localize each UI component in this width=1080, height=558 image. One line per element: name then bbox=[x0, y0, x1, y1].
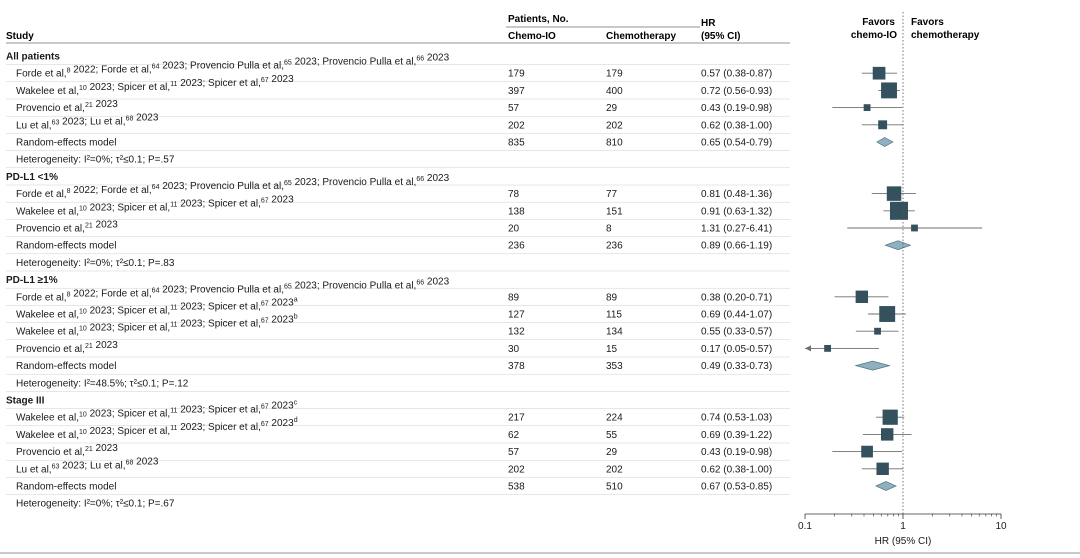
summary-label: Random-effects model bbox=[16, 481, 117, 493]
study-label: Provencio et al,$^{21}$ 2023 bbox=[16, 99, 118, 115]
summary-label: Random-effects model bbox=[16, 137, 117, 149]
summary-diamond bbox=[877, 138, 893, 147]
summary-diamond bbox=[885, 241, 910, 250]
point-estimate bbox=[881, 428, 893, 440]
chemo-io-count: 89 bbox=[508, 292, 520, 304]
hr-ci-value: 0.72 (0.56-0.93) bbox=[701, 85, 773, 97]
hr-header-line1: HR bbox=[701, 18, 716, 29]
favors-chemotherapy-line2: chemotherapy bbox=[911, 30, 980, 41]
study-label: Lu et al,$^{63}$ 2023; Lu et al,$^{68}$ 2023 bbox=[16, 112, 159, 132]
hr-ci-value: 0.74 (0.53-1.03) bbox=[701, 412, 773, 424]
hr-ci-value: 0.67 (0.53-0.85) bbox=[701, 481, 773, 493]
chemo-io-count: 20 bbox=[508, 223, 520, 235]
chemotherapy-count: 115 bbox=[606, 309, 622, 321]
chemo-io-count: 57 bbox=[508, 447, 520, 459]
hr-ci-value: 0.69 (0.44-1.07) bbox=[701, 309, 773, 321]
x-tick-label: 0.1 bbox=[798, 521, 812, 532]
summary-label: Random-effects model bbox=[16, 240, 117, 252]
chemo-io-count: 57 bbox=[508, 103, 520, 115]
chemotherapy-count: 179 bbox=[606, 68, 623, 80]
ci-arrow bbox=[805, 345, 811, 351]
section-label: PD-L1 <1% bbox=[6, 171, 58, 183]
chemo-io-count: 179 bbox=[508, 68, 525, 80]
heterogeneity-text: Heterogeneity: I²=0%; τ²≤0.1; P=.57 bbox=[16, 154, 175, 166]
chemotherapy-count: 29 bbox=[606, 447, 618, 459]
hr-ci-value: 0.17 (0.05-0.57) bbox=[701, 343, 773, 355]
chemotherapy-count: 353 bbox=[606, 361, 623, 373]
study-label: Wakelee et al,$^{10}$ 2023; Spicer et al,$^{11}$ 2023; Spicer et al,$^{67}$ 2023$^d$ bbox=[16, 416, 298, 441]
summary-diamond bbox=[856, 361, 890, 370]
study-label: Wakelee et al,$^{10}$ 2023; Spicer et al,$^{11}$ 2023; Spicer et al,$^{67}$ 2023$^b$ bbox=[16, 313, 298, 338]
hr-ci-value: 0.91 (0.63-1.32) bbox=[701, 206, 773, 218]
chemotherapy-count: 89 bbox=[606, 292, 618, 304]
section-label: All patients bbox=[6, 51, 60, 63]
chemotherapy-count: 810 bbox=[606, 137, 623, 149]
hr-ci-value: 0.89 (0.66-1.19) bbox=[701, 240, 773, 252]
study-label: Wakelee et al,$^{10}$ 2023; Spicer et al,$^{11}$ 2023; Spicer et al,$^{67}$ 2023 bbox=[16, 73, 294, 97]
hr-ci-value: 0.43 (0.19-0.98) bbox=[701, 447, 773, 459]
point-estimate bbox=[876, 463, 888, 475]
point-estimate bbox=[874, 328, 881, 335]
point-estimate bbox=[911, 225, 918, 232]
heterogeneity-text: Heterogeneity: I²=0%; τ²≤0.1; P=.83 bbox=[16, 257, 175, 269]
study-label: Provencio et al,$^{21}$ 2023 bbox=[16, 219, 118, 235]
heterogeneity-text: Heterogeneity: I²=48.5%; τ²≤0.1; P=.12 bbox=[16, 378, 189, 390]
chemo-io-count: 78 bbox=[508, 189, 520, 201]
favors-chemo-io-line1: Favors bbox=[862, 17, 895, 28]
study-label: Forde et al,$^8$ 2022; Forde et al,$^{64}$ 2023; Provencio Pulla et al,$^{65}$ 2023; Provencio Pulla et al,$^{66}$ 2023 bbox=[16, 276, 450, 304]
x-tick-label: 10 bbox=[995, 521, 1007, 532]
hr-ci-value: 0.81 (0.48-1.36) bbox=[701, 189, 773, 201]
chemotherapy-count: 202 bbox=[606, 464, 623, 476]
study-label: Wakelee et al,$^{10}$ 2023; Spicer et al,$^{11}$ 2023; Spicer et al,$^{67}$ 2023 bbox=[16, 194, 294, 218]
hr-ci-value: 0.62 (0.38-1.00) bbox=[701, 464, 773, 476]
hr-ci-value: 0.65 (0.54-0.79) bbox=[701, 137, 773, 149]
study-label: Lu et al,$^{63}$ 2023; Lu et al,$^{68}$ 2023 bbox=[16, 456, 159, 476]
x-axis-label: HR (95% CI) bbox=[874, 536, 932, 547]
study-label: Wakelee et al,$^{10}$ 2023; Spicer et al,$^{11}$ 2023; Spicer et al,$^{67}$ 2023$^a$ bbox=[16, 296, 298, 321]
chemo-io-count: 127 bbox=[508, 309, 525, 321]
chemotherapy-count: 77 bbox=[606, 189, 618, 201]
forest-plot-area bbox=[805, 12, 982, 514]
chemo-io-count: 62 bbox=[508, 429, 520, 441]
chemo-io-count: 217 bbox=[508, 412, 525, 424]
x-tick-label: 1 bbox=[900, 521, 906, 532]
chemotherapy-count: 202 bbox=[606, 120, 623, 132]
point-estimate bbox=[887, 186, 902, 201]
hr-ci-value: 0.43 (0.19-0.98) bbox=[701, 103, 773, 115]
chemo-io-count: 538 bbox=[508, 481, 525, 493]
hr-ci-value: 0.69 (0.39-1.22) bbox=[701, 429, 773, 441]
point-estimate bbox=[878, 120, 887, 129]
hr-ci-value: 0.62 (0.38-1.00) bbox=[701, 120, 773, 132]
chemotherapy-count: 8 bbox=[606, 223, 612, 235]
summary-label: Random-effects model bbox=[16, 361, 117, 373]
point-estimate bbox=[883, 410, 898, 425]
chemo-io-count: 378 bbox=[508, 361, 525, 373]
chemo-io-count: 132 bbox=[508, 326, 525, 338]
section-label: Stage III bbox=[6, 395, 45, 407]
study-label: Provencio et al,$^{21}$ 2023 bbox=[16, 443, 118, 459]
point-estimate bbox=[864, 104, 871, 111]
heterogeneity-text: Heterogeneity: I²=0%; τ²≤0.1; P=.67 bbox=[16, 498, 175, 510]
chemotherapy-header: Chemotherapy bbox=[606, 31, 677, 42]
section-label: PD-L1 ≥1% bbox=[6, 275, 58, 287]
x-axis bbox=[798, 514, 1007, 547]
chemotherapy-count: 15 bbox=[606, 343, 618, 355]
hr-ci-value: 0.38 (0.20-0.71) bbox=[701, 292, 773, 304]
point-estimate bbox=[824, 345, 831, 352]
chemo-io-count: 30 bbox=[508, 343, 520, 355]
chemo-io-count: 202 bbox=[508, 464, 525, 476]
hr-ci-value: 0.57 (0.38-0.87) bbox=[701, 68, 773, 80]
point-estimate bbox=[856, 291, 868, 303]
point-estimate bbox=[881, 82, 897, 98]
chemotherapy-count: 55 bbox=[606, 429, 618, 441]
favors-chemo-io-line2: chemo-IO bbox=[850, 30, 897, 41]
study-label: Provencio et al,$^{21}$ 2023 bbox=[16, 339, 118, 355]
summary-diamond bbox=[876, 482, 896, 491]
study-label: Forde et al,$^8$ 2022; Forde et al,$^{64}$ 2023; Provencio Pulla et al,$^{65}$ 2023; Provencio Pulla et al,$^{66}$ 2023 bbox=[16, 52, 450, 80]
chemo-io-count: 397 bbox=[508, 85, 525, 97]
chemotherapy-count: 134 bbox=[606, 326, 623, 338]
chemotherapy-count: 236 bbox=[606, 240, 623, 252]
hr-ci-value: 0.55 (0.33-0.57) bbox=[701, 326, 773, 338]
point-estimate bbox=[861, 446, 873, 458]
point-estimate bbox=[873, 67, 886, 80]
study-label: Wakelee et al,$^{10}$ 2023; Spicer et al,$^{11}$ 2023; Spicer et al,$^{67}$ 2023$^c$ bbox=[16, 399, 298, 424]
chemotherapy-count: 400 bbox=[606, 85, 623, 97]
point-estimate bbox=[890, 202, 908, 220]
favors-chemotherapy-line1: Favors bbox=[911, 17, 944, 28]
chemo-io-header: Chemo-IO bbox=[508, 31, 556, 42]
chemo-io-count: 202 bbox=[508, 120, 525, 132]
hr-header-line2: (95% CI) bbox=[701, 31, 741, 42]
chemo-io-count: 236 bbox=[508, 240, 525, 252]
chemotherapy-count: 510 bbox=[606, 481, 623, 493]
chemo-io-count: 138 bbox=[508, 206, 525, 218]
study-label: Forde et al,$^8$ 2022; Forde et al,$^{64}$ 2023; Provencio Pulla et al,$^{65}$ 2023; Provencio Pulla et al,$^{66}$ 2023 bbox=[16, 173, 450, 201]
study-header: Study bbox=[6, 31, 34, 42]
patients-header: Patients, No. bbox=[508, 14, 569, 25]
chemotherapy-count: 224 bbox=[606, 412, 623, 424]
chemo-io-count: 835 bbox=[508, 137, 525, 149]
hr-ci-value: 1.31 (0.27-6.41) bbox=[701, 223, 773, 235]
chemotherapy-count: 29 bbox=[606, 103, 618, 115]
forest-rows bbox=[6, 52, 790, 510]
chemotherapy-count: 151 bbox=[606, 206, 623, 218]
point-estimate bbox=[879, 306, 895, 322]
hr-ci-value: 0.49 (0.33-0.73) bbox=[701, 361, 773, 373]
